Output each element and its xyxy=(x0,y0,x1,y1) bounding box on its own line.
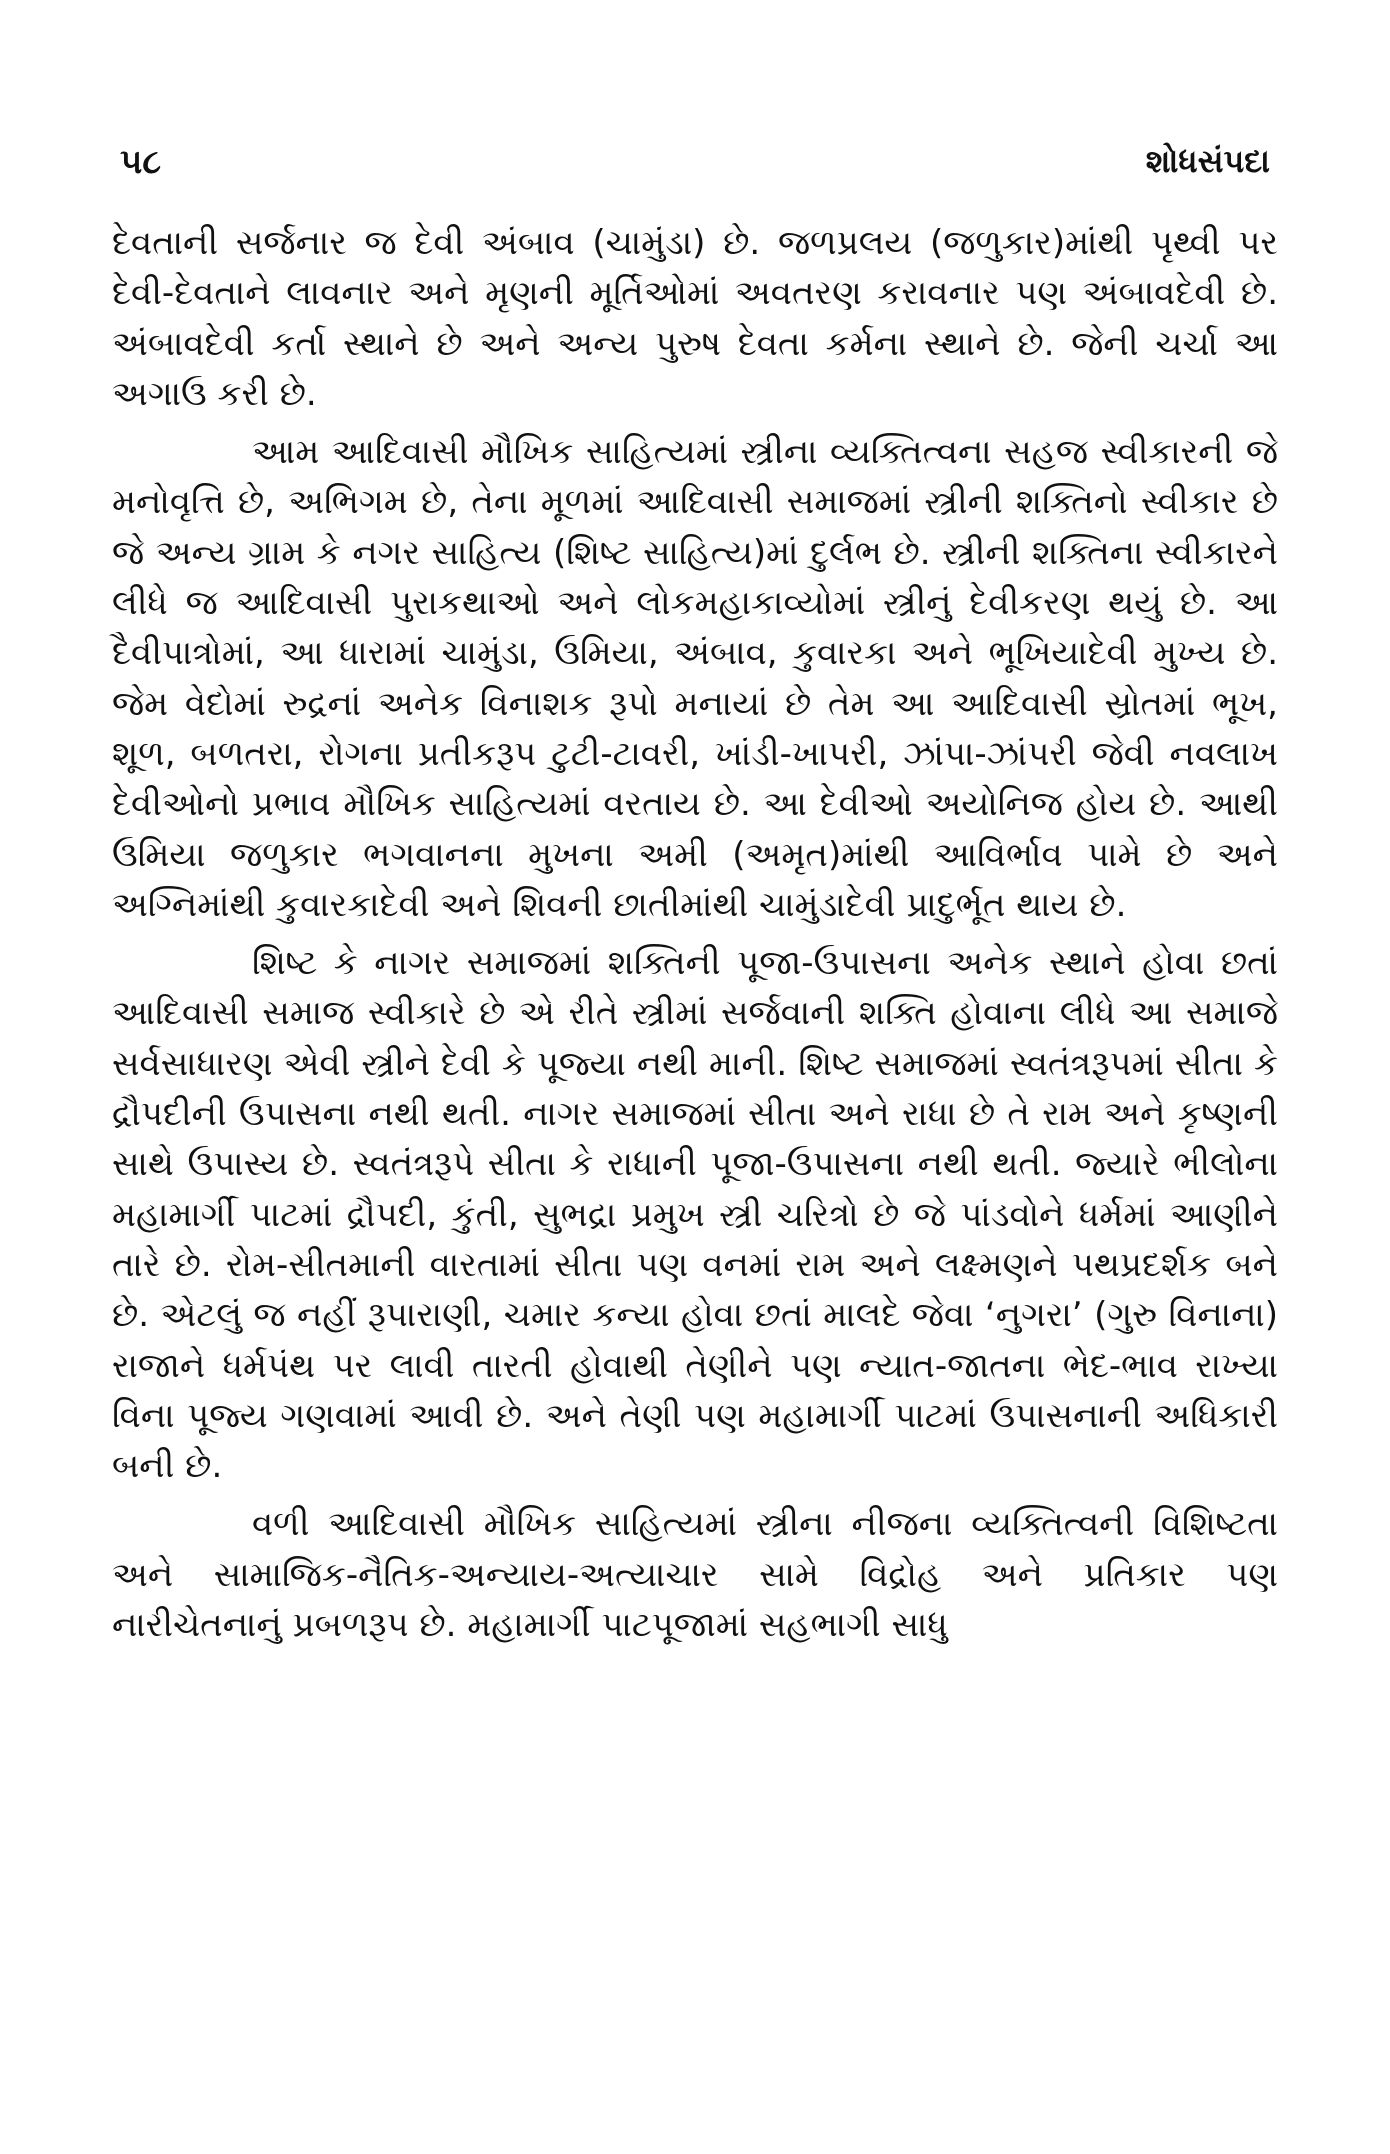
body-text xyxy=(112,218,1278,1650)
page-header xyxy=(120,142,1270,182)
paragraph-1: દેવતાની સર્જનાર જ દેવી અંબાવ (ચામુંડા) છે. જળપ્રલય (જળુકાર)માંથી પૃથ્વી પર દેવી-દેવતાને લાવનાર અને મૃણની મૂર્તિઓમાં અવતરણ કરાવનાર પણ અંબાવદેવી છે. અંબાવદેવી કર્તા સ્થાને છે અને અન્ય પુરુષ દેવતા કર્મના સ્થાને છે. જેની ચર્ચા આ અગાઉ કરી છે. xyxy=(112,223,1278,414)
paragraph-4: વળી આદિવાસી મૌખિક સાહિત્યમાં સ્ત્રીના નીજના વ્યક્તિત્વની વિશિષ્ટતા અને સામાજિક-નૈતિક-અન્યાય-અત્યાચાર સામે વિદ્રોહ અને પ્રતિકાર પણ નારીચેતનાનું પ્રબળરૂપ છે. મહામાર્ગી પાટપૂજામાં સહભાગી સાધુ xyxy=(112,1504,1278,1646)
running-title: શોધસંપદા xyxy=(1145,142,1270,180)
page-number: ૫૮ xyxy=(120,142,162,182)
paragraph-2: આમ આદિવાસી મૌખિક સાહિત્યમાં સ્ત્રીના વ્યક્તિત્વના સહજ સ્વીકારની જે મનોવૃત્તિ છે, અભિગમ છે, તેના મૂળમાં આદિવાસી સમાજમાં સ્ત્રીની શક્તિનો સ્વીકાર છે જે અન્ય ગ્રામ કે નગર સાહિત્ય (શિષ્ટ સાહિત્ય)માં દુર્લભ છે. સ્ત્રીની શક્તિના સ્વીકારને લીધે જ આદિવાસી પુરાકથાઓ અને લોકમહાકાવ્યોમાં સ્ત્રીનું દેવીકરણ થયું છે. આ દૈવીપાત્રોમાં, આ ધારામાં ચામુંડા, ઉમિયા, અંબાવ, કુવારકા અને ભૂખિયાદેવી મુખ્ય છે. જેમ વેદોમાં રુદ્રનાં અનેક વિનાશક રૂપો મનાયાં છે તેમ આ આદિવાસી સ્રોતમાં ભૂખ, શૂળ, બળતરા, રોગના પ્રતીકરૂપ ટુટી-ટાવરી, ખાંડી-ખાપરી, ઝાંપા-ઝાંપરી જેવી નવલાખ દેવીઓનો પ્રભાવ મૌખિક સાહિત્યમાં વરતાય છે. આ દેવીઓ અયોનિજ હોય છે. આથી ઉમિયા જળુકાર ભગવાનના મુખના અમી (અમૃત)માંથી આવિર્ભાવ પામે છે અને અગ્નિમાંથી કુવારકાદેવી અને શિવની છાતીમાંથી ચામુંડાદેવી પ્રાદુર્ભૂત થાય છે. xyxy=(112,432,1278,925)
paragraph-3: શિષ્ટ કે નાગર સમાજમાં શક્તિની પૂજા-ઉપાસના અનેક સ્થાને હોવા છતાં આદિવાસી સમાજ સ્વીકારે છે એ રીતે સ્ત્રીમાં સર્જવાની શક્તિ હોવાના લીધે આ સમાજે સર્વસાધારણ એવી સ્ત્રીને દેવી કે પૂજ્યા નથી માની. શિષ્ટ સમાજમાં સ્વતંત્રરૂપમાં સીતા કે દ્રૌપદીની ઉપાસના નથી થતી. નાગર સમાજમાં સીતા અને રાધા છે તે રામ અને કૃષ્ણની સાથે ઉપાસ્ય છે. સ્વતંત્રરૂપે સીતા કે રાધાની પૂજા-ઉપાસના નથી થતી. જ્યારે ભીલોના મહામાર્ગી પાટમાં દ્રૌપદી, કુંતી, સુભદ્રા પ્રમુખ સ્ત્રી ચરિત્રો છે જે પાંડવોને ધર્મમાં આણીને તારે છે. રોમ-સીતમાની વારતામાં સીતા પણ વનમાં રામ અને લક્ષ્મણને પથપ્રદર્શક બને છે. એટલું જ નહીં રૂપારાણી, ચમાર કન્યા હોવા છતાં માલદે જેવા ‘નુગરા’ (ગુરુ વિનાના) રાજાને ધર્મપંથ પર લાવી તારતી હોવાથી તેણીને પણ ન્યાત-જાતના ભેદ-ભાવ રાખ્યા વિના પૂજ્ય ગણવામાં આવી છે. અને તેણી પણ મહામાર્ગી પાટમાં ઉપાસનાની અધિકારી બની છે. xyxy=(112,943,1278,1487)
